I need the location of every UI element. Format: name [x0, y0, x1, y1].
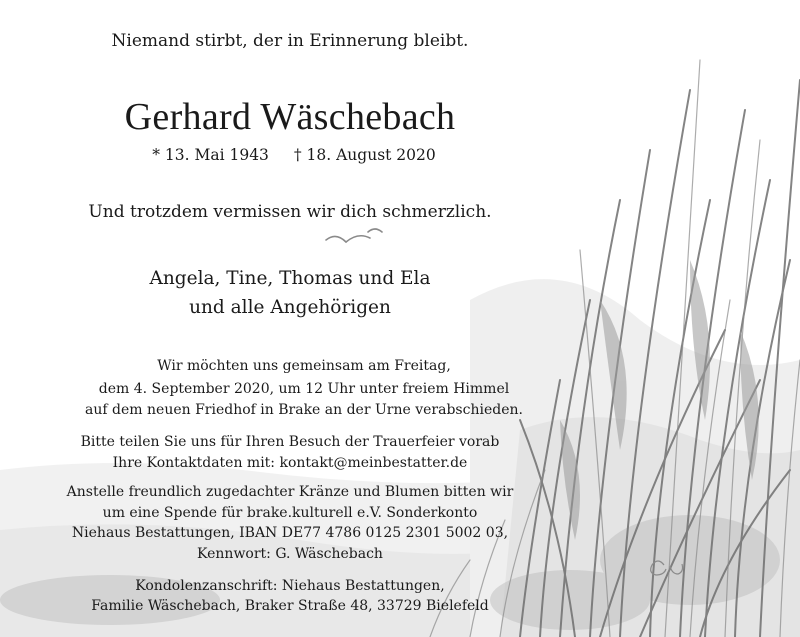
family-relatives: und alle Angehörigen	[189, 297, 391, 318]
donation-line: Kennwort: G. Wäschebach	[197, 546, 383, 562]
family-names: Angela, Tine, Thomas und Ela	[149, 268, 431, 289]
motto: Niemand stirbt, der in Erinnerung bleibt.	[111, 31, 469, 51]
donation-line: Niehaus Bestattungen, IBAN DE77 4786 0125 2301 5002 03,	[71, 525, 509, 541]
birth-date: * 13. Mai 1943	[152, 146, 269, 164]
farewell-line: Wir möchten uns gemeinsam am Freitag,	[157, 358, 451, 374]
donation-line: um eine Spende für brake.kulturell e.V. Sonderkonto	[102, 505, 478, 521]
life-dates	[4, 146, 584, 164]
contact-line: Ihre Kontaktdaten mit: kontakt@meinbestatter.de	[112, 455, 468, 471]
deceased-name: Gerhard Wäschebach	[124, 96, 456, 138]
farewell-line: dem 4. September 2020, um 12 Uhr unter freiem Himmel	[98, 381, 510, 397]
condolence-address-line: Familie Wäschebach, Braker Straße 48, 33729 Bielefeld	[91, 598, 489, 614]
farewell-line: auf dem neuen Friedhof in Brake an der Urne verabschieden.	[85, 402, 523, 418]
donation-line: Anstelle freundlich zugedachter Kränze und Blumen bitten wir	[66, 484, 514, 500]
condolence-address-line: Kondolenzanschrift: Niehaus Bestattungen,	[135, 578, 445, 594]
mourning-sentence: Und trotzdem vermissen wir dich schmerzlich.	[88, 202, 492, 222]
death-date: † 18. August 2020	[293, 146, 436, 164]
contact-line: Bitte teilen Sie uns für Ihren Besuch der Trauerfeier vorab	[80, 434, 500, 450]
